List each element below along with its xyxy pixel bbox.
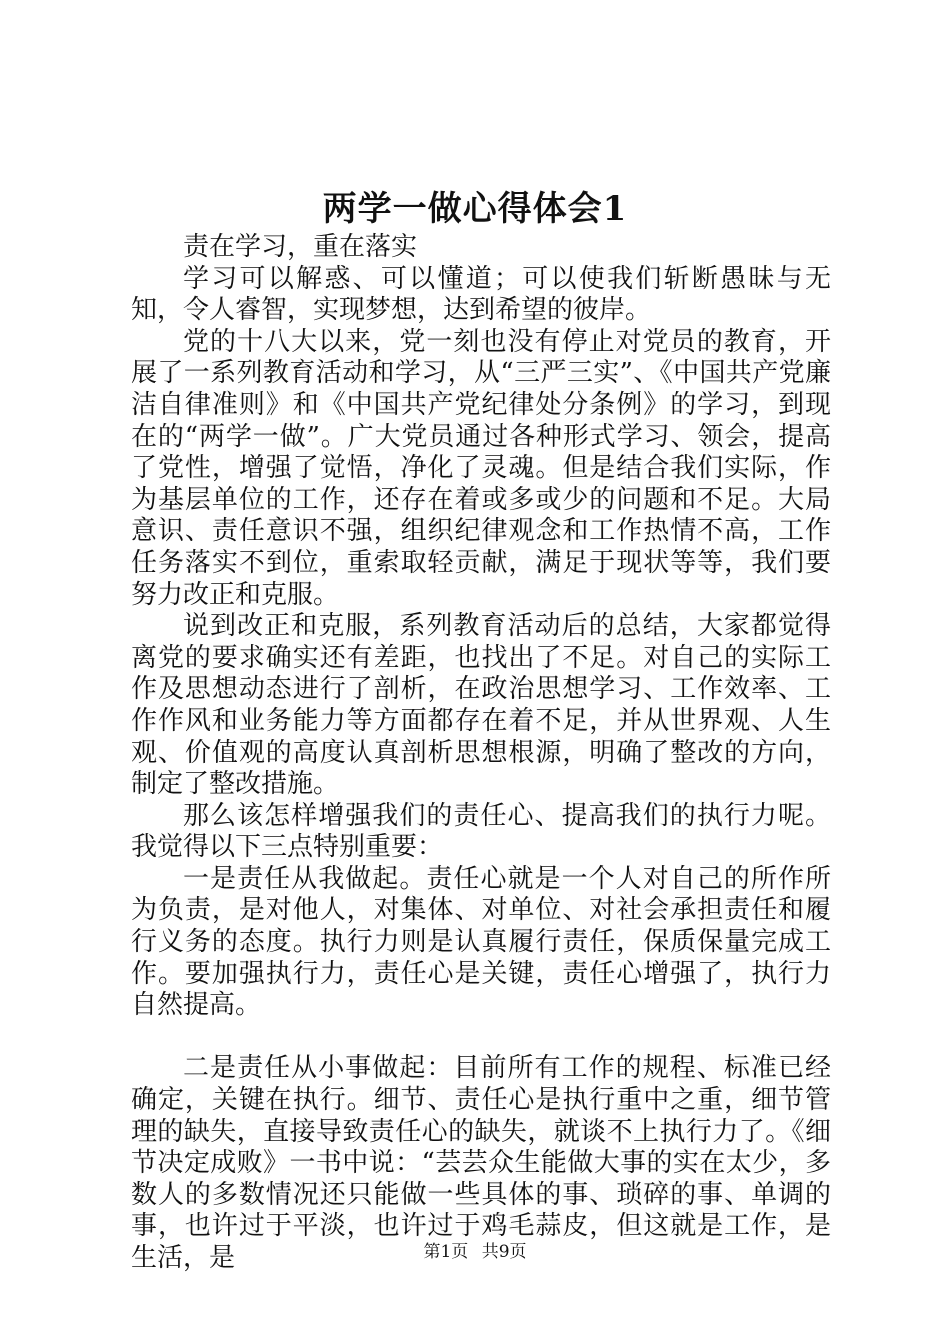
paragraph: 学习可以解惑、可以懂道；可以使我们斩断愚昧与无知，令人睿智，实现梦想，达到希望的彼岸。 — [131, 263, 831, 326]
paragraph: 二是责任从小事做起：目前所有工作的规程、标准已经确定，关键在执行。细节、责任心是执行重中之重，细节管理的缺失，直接导致责任心的缺失，就谈不上执行力了。《细节决定成败》一书中说：“芸芸众生能做大事的实在太少，多数人的多数情况还只能做一些具体的事、琐碎的事、单调的事，也许过于平淡，也许过于鸡毛蒜皮，但这就是工作，是生活，是 — [131, 1053, 831, 1273]
page-total: 共9页 — [481, 1242, 527, 1262]
document-title: 两学一做心得体会1 — [322, 189, 628, 229]
paragraph: 那么该怎样增强我们的责任心、提高我们的执行力呢。我觉得以下三点特别重要： — [131, 800, 831, 863]
paragraph: 党的十八大以来，党一刻也没有停止对党员的教育，开展了一系列教育活动和学习，从“三严三实”、《中国共产党廉洁自律准则》和《中国共产党纪律处分条例》的学习，到现在的“两学一做”。广大党员通过各种形式学习、领会，提高了党性，增强了觉悟，净化了灵魂。但是结合我们实际，作为基层单位的工作，还存在着或多或少的问题和不足。大局意识、责任意识不强，组织纪律观念和工作热情不高，工作任务落实不到位，重索取轻贡献，满足于现状等等，我们要努力改正和克服。 — [131, 326, 831, 610]
page-number: 第1页 — [423, 1242, 469, 1262]
paragraph: 说到改正和克服，系列教育活动后的总结，大家都觉得离党的要求确实还有差距，也找出了不足。对自己的实际工作及思想动态进行了剖析，在政治思想学习、工作效率、工作作风和业务能力等方面都存在着不足，并从世界观、人生观、价值观的高度认真剖析思想根源，明确了整改的方向，制定了整改措施。 — [131, 611, 831, 800]
paragraph: 一是责任从我做起。责任心就是一个人对自己的所作所为负责，是对他人，对集体、对单位、对社会承担责任和履行义务的态度。执行力则是认真履行责任，保质保量完成工作。要加强执行力，责任心是关键，责任心增强了，执行力自然提高。 — [131, 863, 831, 1021]
document-body — [131, 232, 831, 1275]
page-footer — [0, 1240, 950, 1264]
paragraph-subtitle: 责在学习，重在落实 — [183, 232, 418, 262]
